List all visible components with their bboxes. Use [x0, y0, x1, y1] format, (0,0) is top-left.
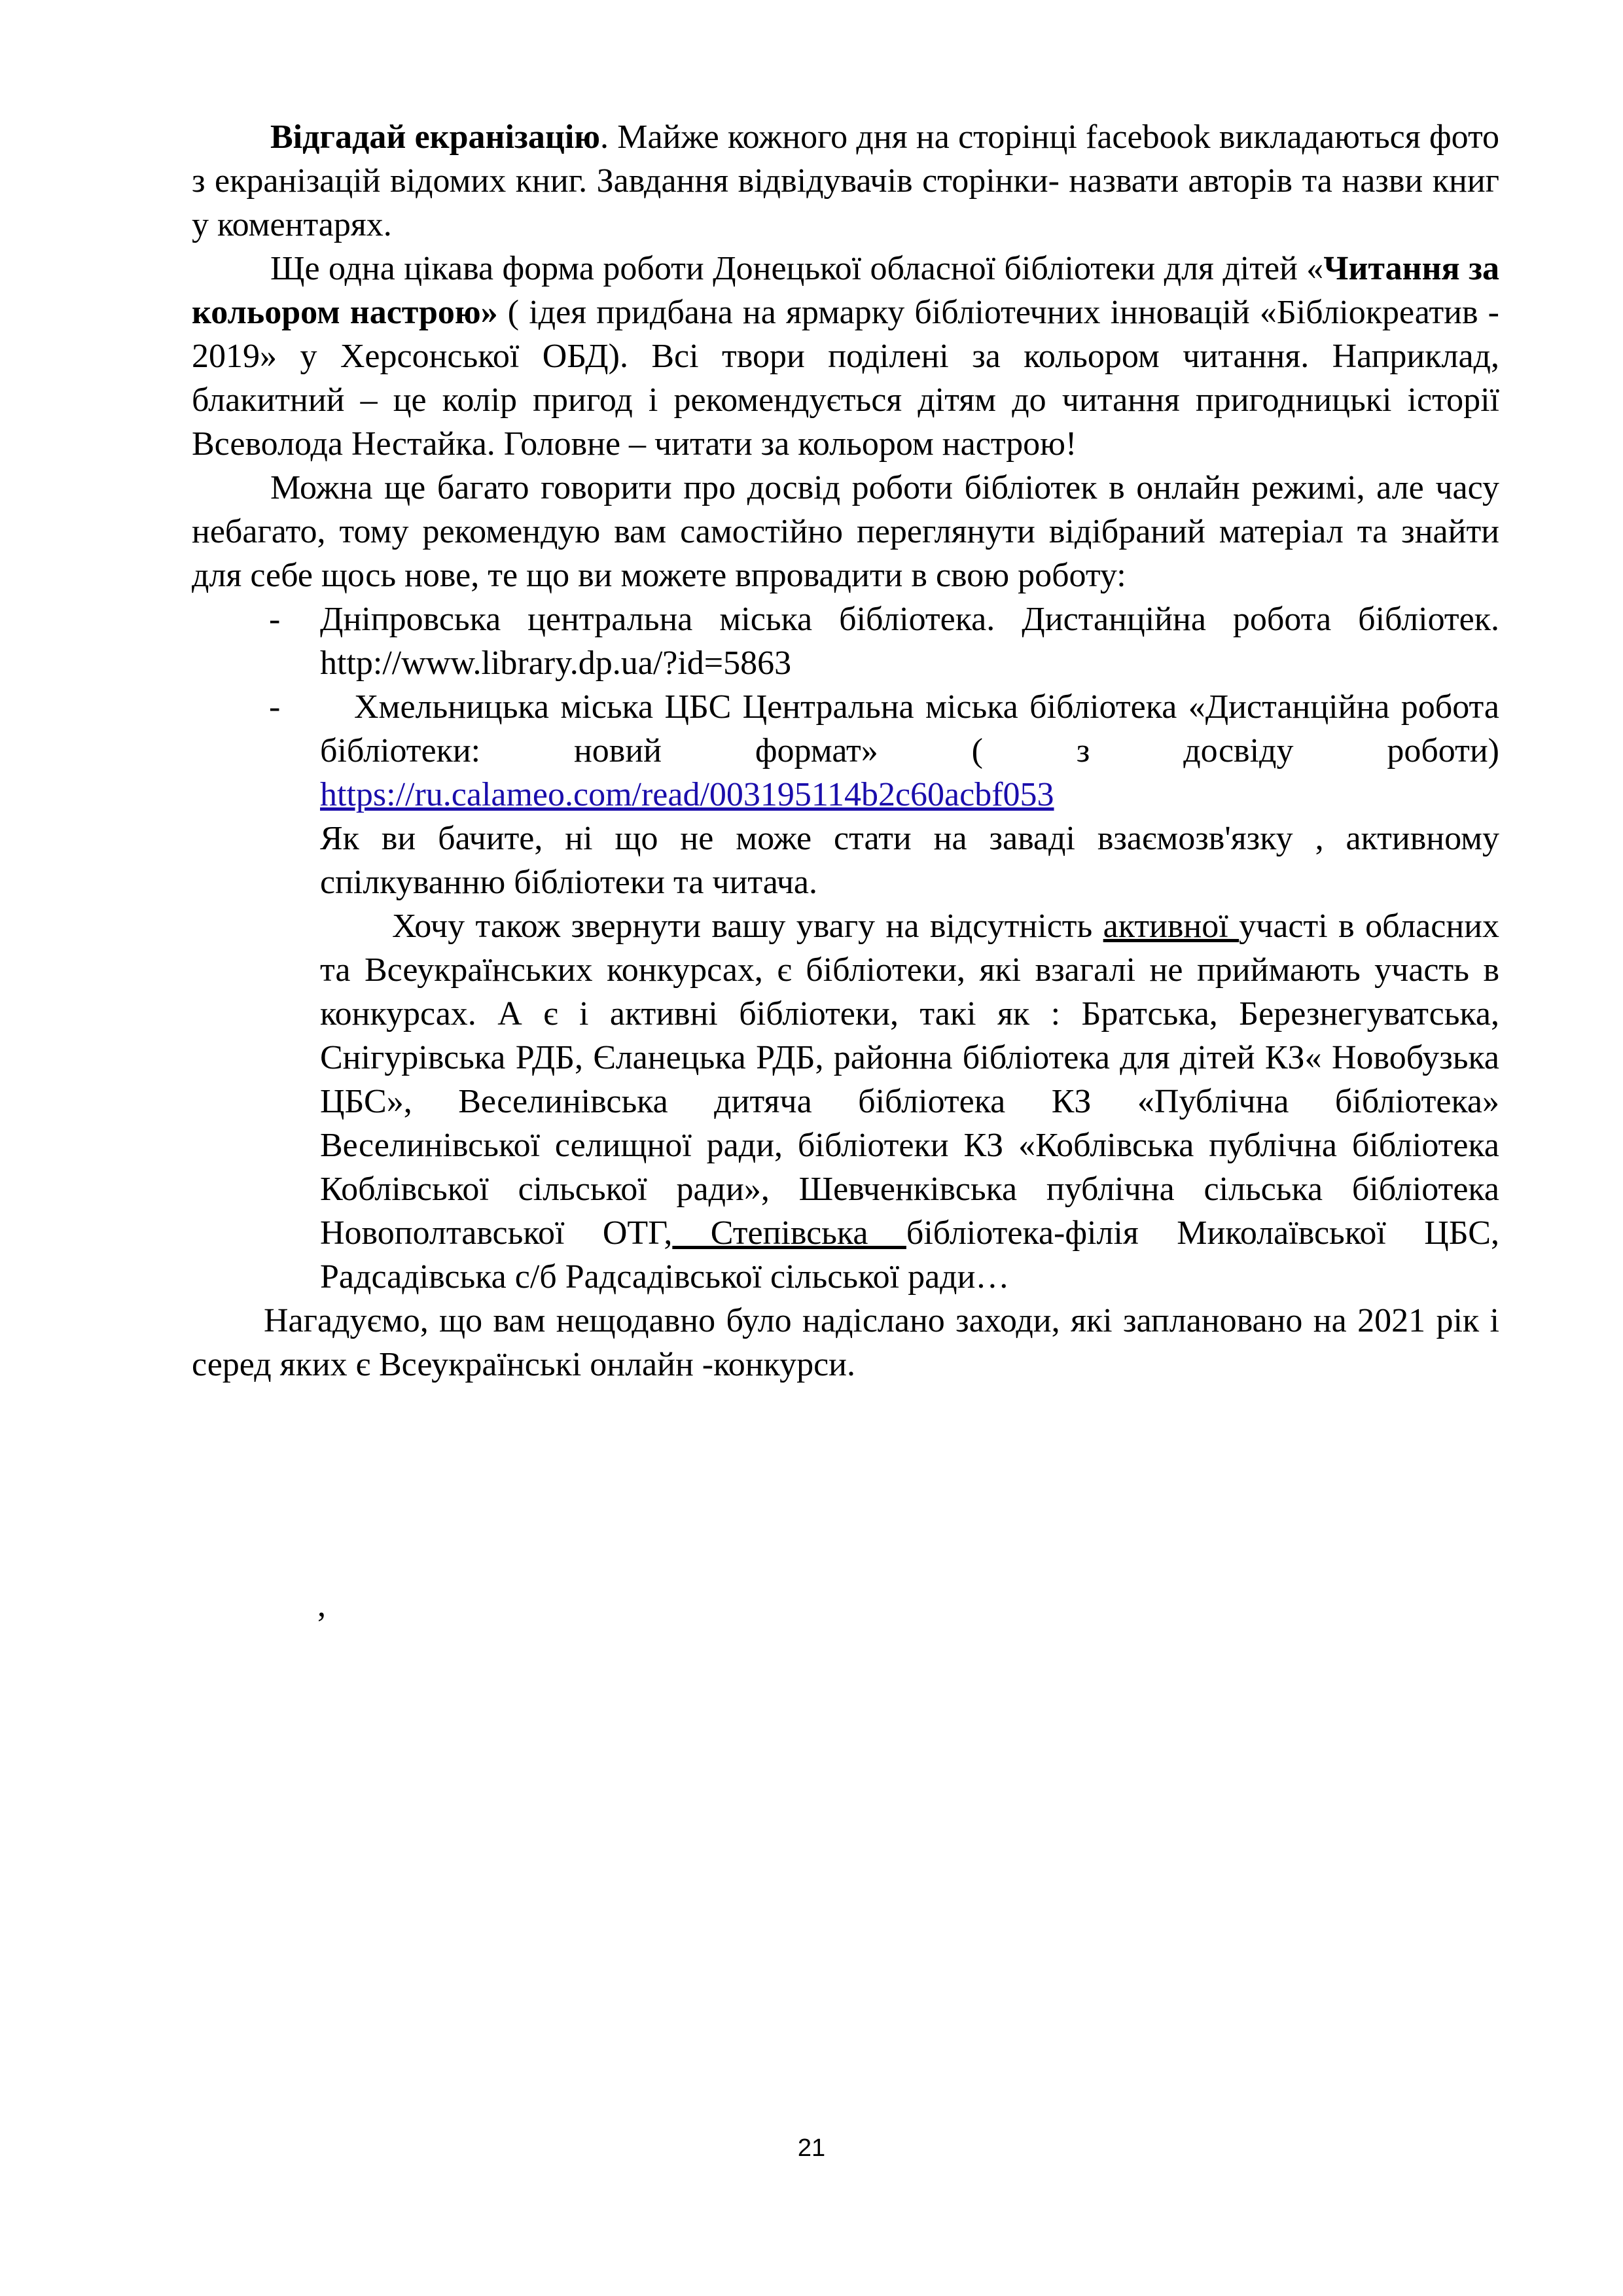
- list-dash: -: [269, 601, 281, 638]
- paragraph-online-experience: Можна ще багато говорити про досвід роботи бібліотек в онлайн режимі, але часу небагато, тому рекомендую вам самостійно переглянути відібраний матеріал та знайти для себе щось нове, те що ви можете впровадити в свою роботу:: [192, 469, 1499, 594]
- paragraph-text: ( ідея придбана на ярмарку бібліотечних інновацій «Бібліокреатив - 2019» у Херсонської ОБД). Всі твори поділені за кольором читання. Наприклад, блакитний – це колір пригод і рекомендується дітям до читання пригодницькі історії Всеволода Нестайка. Головне – читати за кольором настрою!: [192, 294, 1499, 463]
- bold-title-reading-by-mood: Читання за кольором настрою»: [192, 250, 1499, 331]
- underlined-active: активної: [1103, 908, 1240, 945]
- paragraph-contests: [192, 904, 1499, 1299]
- bold-heading-guess-adaptation: Відгадай екранізацію: [270, 118, 601, 156]
- contest-text-end: бібліотека-філія Миколаївської ЦБС, Радсадівська с/б Радсадівської сільської ради…: [320, 1214, 1499, 1296]
- paragraph-lead: Ще одна цікава форма роботи Донецької обласної бібліотеки для дітей «: [270, 250, 1324, 287]
- body-text: [192, 115, 1499, 1386]
- paragraph-reminder: Нагадуємо, що вам нещодавно було надіслано заходи, які заплановано на 2021 рік і серед яких є Всеукраїнські онлайн -конкурси.: [192, 1302, 1499, 1383]
- underlined-stepivska: Степівська: [672, 1214, 906, 1252]
- paragraph-interaction: Як ви бачите, ні що не може стати на заваді взаємозв'язку , активному спілкуванню бібліотеки та читача.: [320, 820, 1499, 901]
- paragraph-screen-adaptation: [192, 115, 1499, 247]
- stray-comma: ,: [317, 1587, 326, 1624]
- list-item: [192, 685, 1499, 817]
- list-item: [192, 597, 1499, 685]
- list-item-text: Дніпровська центральна міська бібліотека. Дистанційна робота бібліотек. http://www.library.dp.ua/?id=5863: [320, 601, 1499, 682]
- list-item-text: Хмельницька міська ЦБС Центральна міська бібліотека «Дистанційна робота бібліотеки: новий формат» ( з досвіду роботи): [320, 688, 1499, 769]
- contest-text-before: Хочу також звернути вашу увагу на відсутність: [392, 908, 1103, 945]
- paragraph-reading-by-mood: [192, 247, 1499, 466]
- resource-list: [192, 597, 1499, 817]
- page-number: 21: [797, 2134, 826, 2162]
- calameo-link[interactable]: https://ru.calameo.com/read/003195114b2c60acbf053: [320, 776, 1054, 813]
- paragraph-text: . Майже кожного дня на сторінці facebook викладаються фото з екранізацій відомих книг. Завдання відвідувачів сторінки- назвати авторів та назви книг у коментарях.: [192, 118, 1500, 243]
- list-dash: -: [269, 688, 281, 726]
- contest-text-middle: участі в обласних та Всеукраїнських конкурсах, є бібліотеки, які взагалі не приймають участь в конкурсах. А є і активні бібліотеки, такі як : Братська, Березнегуватська, Снігурівська РДБ, Єланецька РДБ, районна бібліотека для дітей КЗ« Новобузька ЦБС», Веселинівська дитяча бібліотека КЗ «Публічна бібліотека» Веселинівської селищної ради, бібліотеки КЗ «Коблівська публічна бібліотека Коблівської сільської ради», Шевченківська публічна сільська бібліотека Новополтавської ОТГ,: [320, 908, 1500, 1252]
